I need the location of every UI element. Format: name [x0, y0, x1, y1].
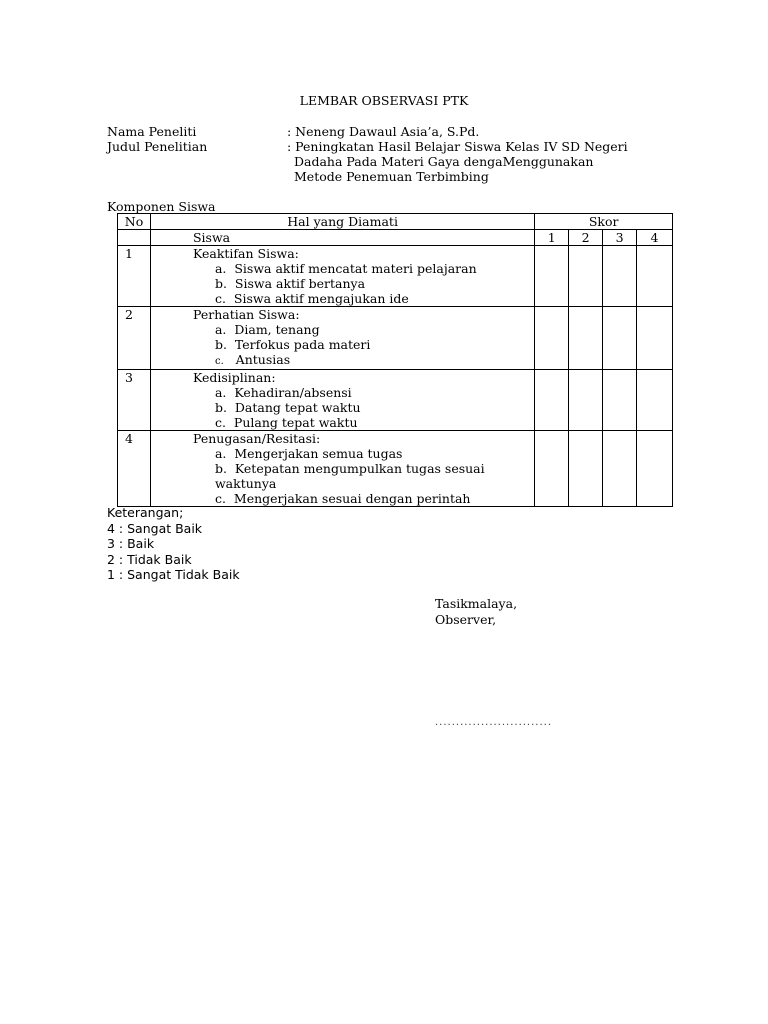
- header-skor: Skor: [535, 214, 673, 230]
- item-text: Siswa aktif mengajukan ide: [233, 291, 409, 306]
- item-mark: c.: [214, 356, 224, 367]
- item-text: Siswa aktif bertanya: [234, 276, 366, 291]
- item-mark: b.: [214, 461, 227, 476]
- table-row: [118, 431, 673, 507]
- row-item: [193, 446, 530, 461]
- row-item: [193, 291, 530, 306]
- signature-place: Tasikmalaya,: [435, 596, 518, 611]
- item-mark: b.: [214, 337, 227, 352]
- item-mark: a.: [214, 322, 227, 337]
- score-cell[interactable]: [637, 246, 673, 307]
- row-number: 3: [118, 370, 151, 431]
- row-heading: Penugasan/Resitasi:: [192, 431, 321, 446]
- table-subheader-row: [118, 230, 673, 246]
- row-number: 2: [118, 307, 151, 370]
- table-header-row: [118, 214, 673, 230]
- item-text: Datang tepat waktu: [234, 400, 361, 415]
- row-item: [193, 415, 530, 430]
- signature-block: [435, 596, 517, 627]
- subheader-siswa: [150, 230, 534, 246]
- skor-col-1: 1: [535, 230, 569, 246]
- item-mark: a.: [214, 261, 227, 276]
- row-item: [193, 461, 530, 491]
- row-content: [150, 370, 534, 431]
- score-cell[interactable]: [569, 431, 603, 507]
- score-cell[interactable]: [637, 431, 673, 507]
- score-cell[interactable]: [603, 246, 637, 307]
- item-text: Pulang tepat waktu: [233, 415, 358, 430]
- score-cell[interactable]: [569, 246, 603, 307]
- item-mark: b.: [214, 400, 227, 415]
- item-mark: c.: [214, 491, 226, 506]
- row-number: 4: [118, 431, 151, 507]
- score-cell[interactable]: [603, 307, 637, 370]
- table-row: [118, 370, 673, 431]
- row-content: [150, 246, 534, 307]
- keterangan-line: 1 : Sangat Tidak Baik: [107, 567, 240, 582]
- signature-line: ............................: [435, 717, 553, 728]
- skor-col-2: 2: [569, 230, 603, 246]
- signature-role: Observer,: [435, 611, 497, 627]
- row-heading: Keaktifan Siswa:: [192, 246, 299, 261]
- item-text: Diam, tenang: [234, 322, 320, 337]
- row-content: [150, 307, 534, 370]
- keterangan-line: 4 : Sangat Baik: [107, 520, 203, 536]
- keterangan-line: 3 : Baik: [107, 536, 155, 551]
- row-item: [193, 400, 530, 415]
- observation-table: [117, 213, 673, 507]
- subheader-empty: [118, 230, 151, 246]
- score-cell[interactable]: [603, 370, 637, 431]
- item-mark: a.: [214, 385, 227, 400]
- score-cell[interactable]: [535, 246, 569, 307]
- item-text: Mengerjakan sesuai dengan perintah: [233, 491, 471, 506]
- row-heading: Perhatian Siswa:: [192, 307, 300, 322]
- keterangan-line: 2 : Tidak Baik: [107, 551, 192, 567]
- score-cell[interactable]: [637, 307, 673, 370]
- nama-peneliti-value: : Neneng Dawaul Asia’a, S.Pd.: [287, 124, 480, 139]
- score-cell[interactable]: [569, 307, 603, 370]
- table-row: [118, 246, 673, 307]
- item-text: Siswa aktif mencatat materi pelajaran: [234, 261, 477, 276]
- row-heading: Kedisiplinan:: [192, 370, 276, 385]
- item-mark: a.: [214, 446, 227, 461]
- item-mark: c.: [214, 291, 226, 306]
- row-content: [150, 431, 534, 507]
- item-mark: b.: [214, 276, 227, 291]
- judul-penelitian-label: Judul Penelitian: [107, 139, 208, 154]
- item-mark: c.: [214, 415, 226, 430]
- score-cell[interactable]: [637, 370, 673, 431]
- item-text: Kehadiran/absensi: [234, 385, 352, 400]
- komponen-siswa-label: Komponen Siswa: [107, 199, 216, 214]
- item-text: Antusias: [235, 352, 291, 367]
- keterangan-block: [107, 505, 240, 583]
- table-row: [118, 307, 673, 370]
- row-number: 1: [118, 246, 151, 307]
- score-cell[interactable]: [535, 431, 569, 507]
- row-item: [193, 352, 530, 369]
- subheader-siswa-text: Siswa: [192, 230, 231, 245]
- row-item: [193, 261, 530, 276]
- document-title: LEMBAR OBSERVASI PTK: [299, 93, 469, 108]
- score-cell[interactable]: [535, 307, 569, 370]
- item-text: Mengerjakan semua tugas: [234, 446, 403, 461]
- judul-penelitian-line3: Metode Penemuan Terbimbing: [294, 169, 489, 184]
- row-item: [193, 337, 530, 352]
- row-item: [193, 322, 530, 337]
- row-item: [193, 491, 530, 506]
- row-item: [193, 385, 530, 400]
- item-text: Ketepatan mengumpulkan tugas sesuai waktunya: [214, 461, 485, 491]
- row-item: [193, 276, 530, 291]
- score-cell[interactable]: [535, 370, 569, 431]
- keterangan-label: Keterangan;: [107, 505, 184, 520]
- judul-penelitian-line1: : Peningkatan Hasil Belajar Siswa Kelas IV SD Negeri: [287, 139, 628, 154]
- skor-col-4: 4: [637, 230, 673, 246]
- score-cell[interactable]: [603, 431, 637, 507]
- score-cell[interactable]: [569, 370, 603, 431]
- skor-col-3: 3: [603, 230, 637, 246]
- item-text: Terfokus pada materi: [234, 337, 371, 352]
- judul-penelitian-line2: Dadaha Pada Materi Gaya dengaMenggunakan: [294, 154, 594, 169]
- nama-peneliti-label: Nama Peneliti: [107, 124, 197, 139]
- header-hal-diamati: Hal yang Diamati: [150, 214, 534, 230]
- header-no: No: [118, 214, 151, 230]
